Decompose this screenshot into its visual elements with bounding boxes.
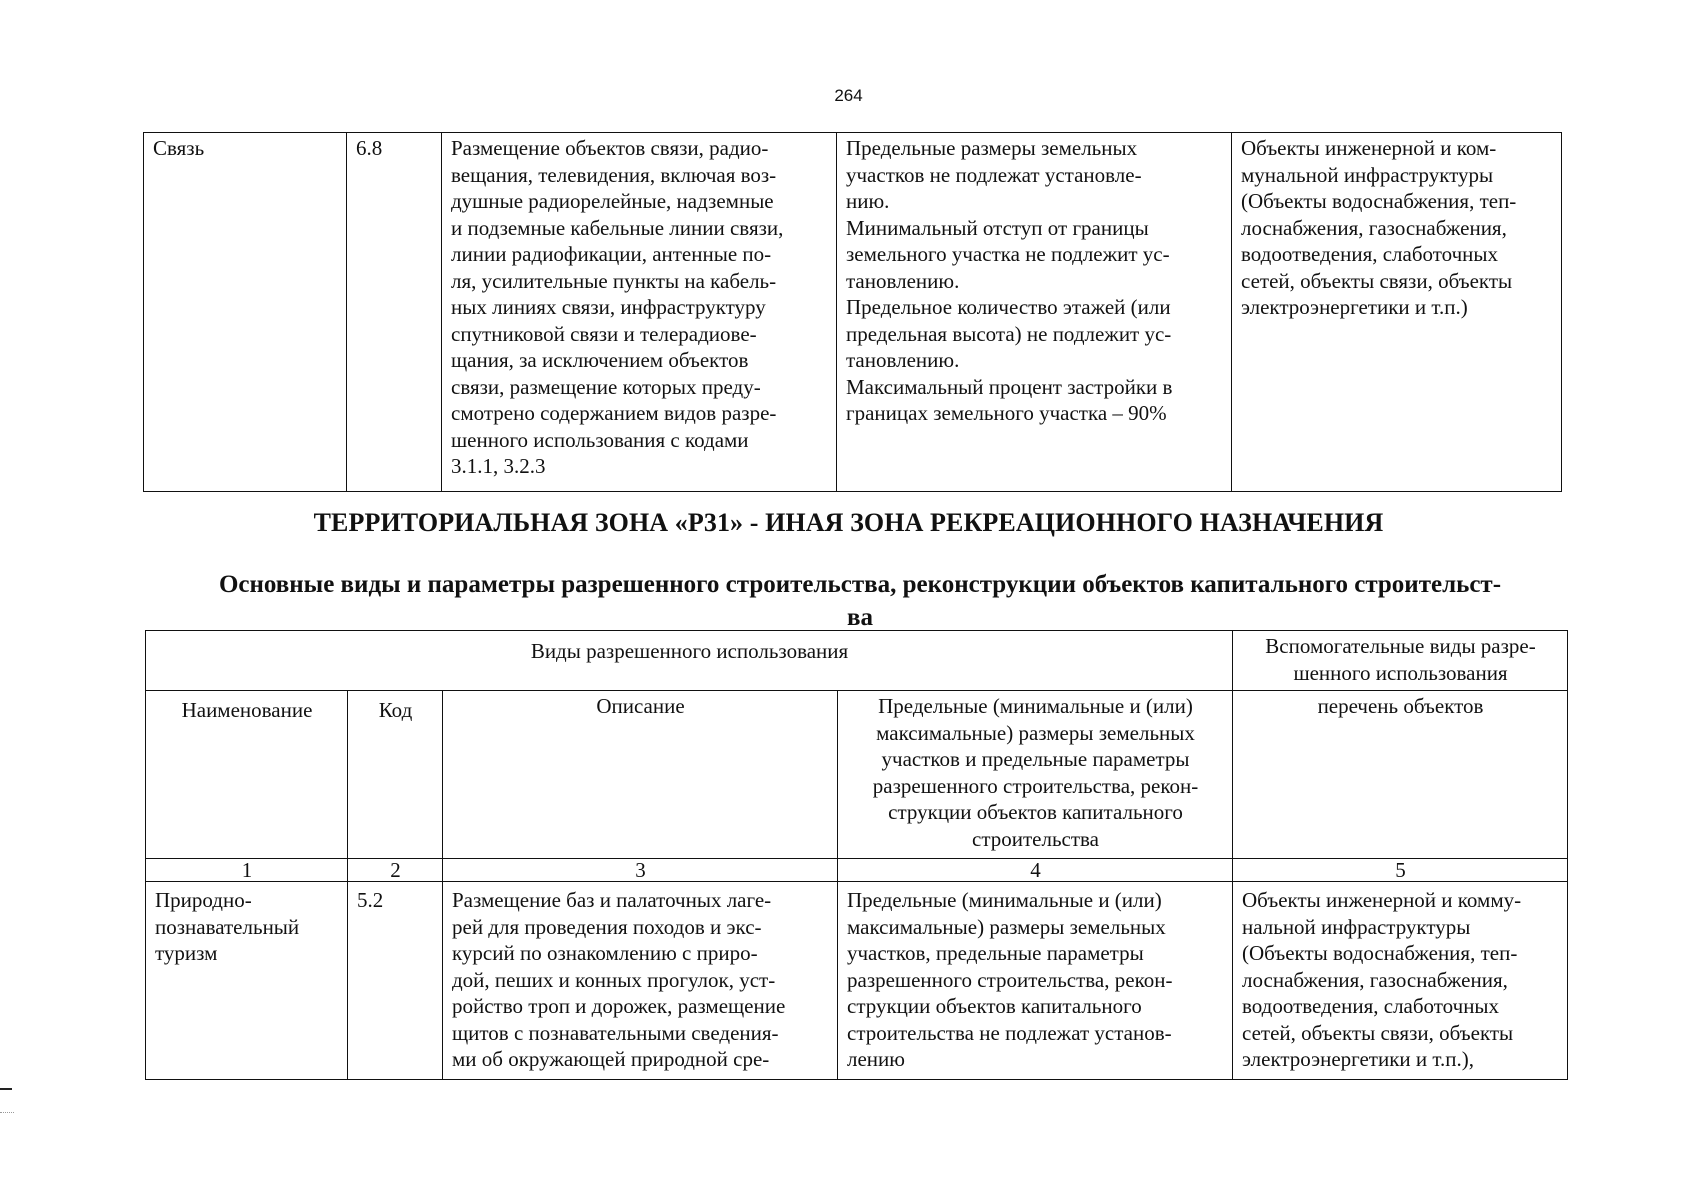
text-line: вещания, телевидения, включая воз- — [451, 162, 777, 187]
column-header-name: Наименование — [146, 691, 348, 859]
text-line: Максимальный процент застройки в — [846, 374, 1173, 399]
column-header-row — [146, 691, 1568, 859]
text-line: струкции объектов капитального — [888, 800, 1183, 824]
use-parameters-cell — [837, 133, 1232, 492]
text-line: линии радиофикации, антенные по- — [451, 242, 772, 266]
text-line: Природно- — [155, 888, 252, 912]
text-line: Вспомогательные виды разре- — [1265, 634, 1536, 658]
column-header-code: Код — [348, 691, 443, 859]
text-line: участков и предельные параметры — [881, 747, 1190, 771]
text-line: и подземные кабельные линии связи, — [451, 215, 784, 240]
text-line: Объекты инженерной и ком- — [1241, 136, 1497, 160]
text-line: нальной инфраструктуры — [1242, 914, 1471, 939]
text-line: нию. — [846, 189, 890, 213]
text-line: Размещение объектов связи, радио- — [451, 136, 769, 160]
text-line: Предельные (минимальные и (или) — [878, 694, 1193, 718]
text-line: Минимальный отступ от границы — [846, 215, 1149, 240]
column-number: 5 — [1233, 859, 1568, 882]
group-header-cell: Виды разрешенного использования — [146, 631, 1233, 691]
text-line: лению — [847, 1047, 905, 1071]
text-line: туризм — [155, 941, 218, 965]
aux-header-cell — [1233, 631, 1568, 691]
text-line: Размещение баз и палаточных лаге- — [452, 888, 772, 912]
zone-heading: ТЕРРИТОРИАЛЬНАЯ ЗОНА «Р31» - ИНАЯ ЗОНА РЕКРЕАЦИОННОГО НАЗНАЧЕНИЯ — [313, 508, 1384, 537]
text-line: лоснабжения, газоснабжения, — [1241, 215, 1507, 240]
auxiliary-uses-cell — [1232, 133, 1562, 492]
text-line: спутниковой связи и телерадиове- — [451, 321, 757, 346]
continued-table — [143, 132, 1562, 492]
table-header-row — [146, 631, 1568, 691]
text-line: предельная высота) не подлежит ус- — [846, 321, 1172, 346]
column-number-row — [146, 859, 1568, 882]
text-line: водоотведения, слаботочных — [1241, 242, 1499, 266]
text-line: тановлению. — [846, 348, 960, 372]
text-line: 3.1.1, 3.2.3 — [451, 454, 546, 478]
margin-mark — [0, 1088, 12, 1090]
section-subheading — [130, 568, 1590, 634]
text-line: познавательный — [155, 914, 300, 939]
margin-dots — [0, 1112, 14, 1113]
text-line: мунальной инфраструктуры — [1241, 162, 1494, 187]
text-line: дой, пеших и конных прогулок, уст- — [452, 967, 776, 992]
table-row — [144, 133, 1562, 492]
text-line: строительства — [972, 826, 1100, 851]
text-line: ми об окружающей природной сре- — [452, 1047, 770, 1071]
text-line: шенного использования с кодами — [451, 427, 749, 452]
column-number: 3 — [443, 859, 838, 882]
use-description-cell — [442, 133, 837, 492]
text-line: сетей, объекты связи, объекты — [1242, 1020, 1514, 1045]
column-header-parameters — [838, 691, 1233, 859]
use-name-cell — [146, 882, 348, 1080]
text-line: электроэнергетики и т.п.), — [1242, 1047, 1474, 1071]
text-line: струкции объектов капитального — [847, 994, 1142, 1018]
table-row — [146, 882, 1568, 1080]
text-line: шенного использования — [1293, 660, 1508, 685]
text-line: лоснабжения, газоснабжения, — [1242, 967, 1508, 992]
text-line: участков, предельные параметры — [847, 941, 1144, 965]
text-line: максимальные) размеры земельных — [876, 720, 1195, 745]
column-header-objects: перечень объектов — [1233, 691, 1568, 859]
permitted-uses-table — [145, 630, 1568, 1080]
text-line: щания, за исключением объектов — [451, 348, 749, 372]
text-line: (Объекты водоснабжения, теп- — [1242, 941, 1518, 965]
text-line: максимальные) размеры земельных — [847, 914, 1166, 939]
text-line: щитов с познавательными сведения- — [452, 1020, 779, 1045]
text-line: строительства не подлежат установ- — [847, 1020, 1172, 1045]
text-line: ля, усилительные пункты на кабель- — [451, 268, 777, 293]
text-line: душные радиорелейные, надземные — [451, 189, 774, 213]
text-line: земельного участка не подлежит ус- — [846, 242, 1170, 266]
use-code-cell: 5.2 — [348, 882, 443, 1080]
use-parameters-cell — [838, 882, 1233, 1080]
column-header-description: Описание — [443, 691, 838, 859]
text-line: Основные виды и параметры разрешенного строительства, реконструкции объектов капитального строительст- — [218, 571, 1502, 598]
use-description-cell — [443, 882, 838, 1080]
page-number: 264 — [834, 86, 863, 105]
text-line: Объекты инженерной и комму- — [1242, 888, 1522, 912]
text-line: ройство троп и дорожек, размещение — [452, 994, 786, 1018]
text-line: водоотведения, слаботочных — [1242, 994, 1500, 1018]
text-line: границах земельного участка – 90% — [846, 401, 1167, 425]
text-line: связи, размещение которых преду- — [451, 374, 761, 399]
text-line: курсий по ознакомлению с приро- — [452, 941, 758, 965]
column-number: 2 — [348, 859, 443, 882]
text-line: разрешенного строительства, рекон- — [847, 967, 1173, 992]
text-line: (Объекты водоснабжения, теп- — [1241, 189, 1517, 213]
text-line: сетей, объекты связи, объекты — [1241, 268, 1513, 293]
column-number: 4 — [838, 859, 1233, 882]
text-line: Предельное количество этажей (или — [846, 295, 1171, 319]
text-line: разрешенного строительства, рекон- — [872, 773, 1199, 798]
text-line: смотрено содержанием видов разре- — [451, 401, 777, 425]
text-line: ва — [846, 604, 873, 631]
text-line: участков не подлежат установле- — [846, 162, 1142, 187]
text-line: электроэнергетики и т.п.) — [1241, 295, 1468, 319]
text-line: Предельные (минимальные и (или) — [847, 888, 1162, 912]
column-number: 1 — [146, 859, 348, 882]
text-line: рей для проведения походов и экс- — [452, 914, 762, 939]
text-line: Предельные размеры земельных — [846, 136, 1138, 160]
text-line: ных линиях связи, инфраструктуру — [451, 295, 766, 319]
text-line: тановлению. — [846, 268, 960, 293]
auxiliary-uses-cell — [1233, 882, 1568, 1080]
use-name-cell: Связь — [144, 133, 347, 492]
use-code-cell: 6.8 — [347, 133, 442, 492]
